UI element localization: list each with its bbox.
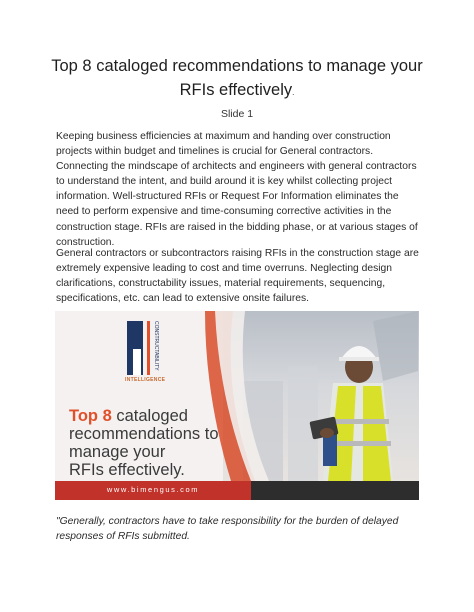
banner-image: [55, 311, 419, 500]
headline-line2: recommendations to: [69, 425, 219, 443]
banner-headline: [69, 407, 259, 479]
paragraph-1: Keeping business efficiencies at maximum and handing over construction projects within budget and timelines is crucial for General contractors. Connecting the mindscape of architects and engineers with general contractors to understand the intent, and build around it is key whilst collecting project information. Well-structured RFIs or Request For Information eliminates the need to perform expensive and time-consuming corrective activities in the construction stage. RFIs are raised in the bidding phase, or at various stages of construction.: [56, 131, 418, 248]
paragraph-2: General contractors or subcontractors raising RFIs in the construction stage are extremely expensive leading to cost and time overruns. Neglecting design clarifications, constructability issues, material requirements, sequencing, specifications, etc. can lead to extensive onsite failures.: [56, 248, 419, 305]
logo-brand-text: INTELLIGENCE: [125, 377, 166, 383]
banner-url: www.bimengus.com: [106, 485, 200, 494]
headline-line3: manage your: [69, 443, 166, 461]
slide-label: Slide 1: [220, 108, 254, 120]
logo-vertical-text: CONSTRUCTABILITY: [153, 321, 159, 371]
page-title: [40, 54, 434, 105]
headline-line4: RFIs effectively.: [69, 461, 185, 479]
headline-line1-rest: cataloged: [111, 407, 188, 425]
title-period: .: [292, 88, 295, 97]
quote-text: "Generally, contractors have to take responsibility for the burden of delayed responses of RFIs submitted.: [56, 516, 399, 542]
title-text: Top 8 cataloged recommendations to manage your RFIs effectively: [51, 57, 423, 99]
company-logo: [125, 319, 173, 397]
building-logo-icon: [125, 319, 173, 377]
headline-highlight: Top 8: [69, 407, 112, 425]
banner-footer-bar: [55, 481, 419, 500]
